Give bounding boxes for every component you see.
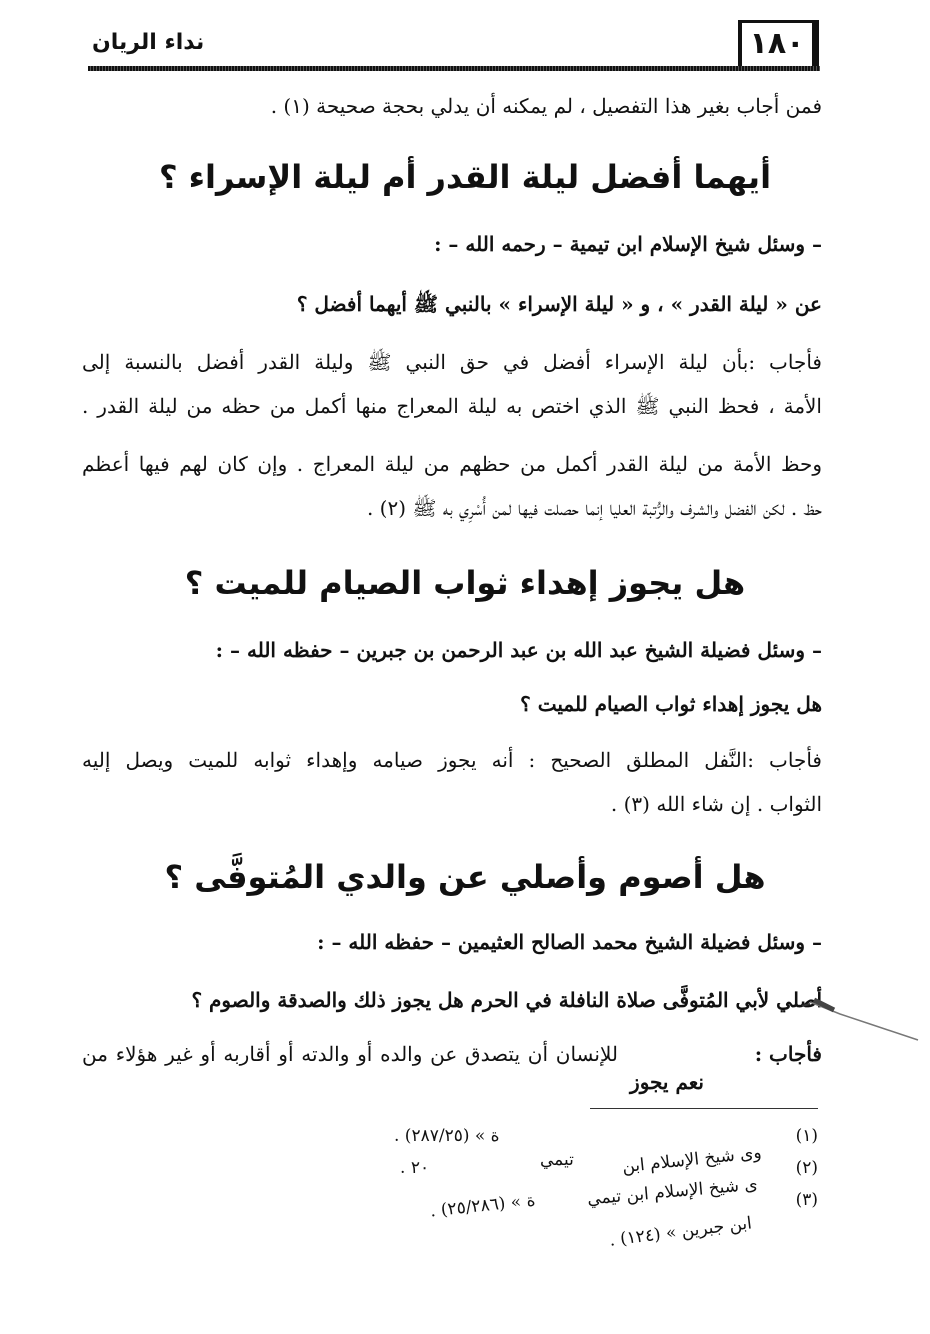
question-2-text: هل يجوز إهداء ثواب الصيام للميت ؟ xyxy=(520,692,822,716)
footnote-2-fragment: تيمي xyxy=(540,1150,574,1170)
running-title: نداء الريان xyxy=(92,30,205,55)
answer-1-line-2: الأمة ، فحظ النبي ﷺ الذي اختص به ليلة المعراج منها أكمل من حظه من ليلة القدر . xyxy=(82,394,822,418)
footnote-divider xyxy=(590,1108,818,1109)
footnote-1-text: وى شيخ الإسلام ابن xyxy=(621,1142,763,1178)
answer-2-line-1: فأجاب :النَّفل المطلق الصحيح : أنه يجوز صيامه وإهداء ثوابه للميت ويصل إليه xyxy=(82,748,822,772)
scan-smudge-mark xyxy=(800,990,920,1060)
question-3-text: أصلي لأبي المُتوفَّى صلاة النافلة في الحرم هل يجوز ذلك والصدقة والصوم ؟ xyxy=(191,988,822,1012)
section-heading-3: هل أصوم وأصلي عن والدي المُتوفَّى ؟ xyxy=(164,858,766,896)
section-heading-1: أيهما أفضل ليلة القدر أم ليلة الإسراء ؟ xyxy=(158,158,772,196)
footnote-2-reference: ٢٠ . xyxy=(400,1158,430,1178)
answer-3-underline-text: نعم يجوز xyxy=(630,1070,704,1094)
footnote-3-reference: ة » (٢٥/٢٨٦) . xyxy=(429,1190,537,1222)
footnote-number-2: (٢) xyxy=(795,1158,818,1178)
footnote-2-text: ى شيخ الإسلام ابن تيمي xyxy=(586,1174,759,1210)
question-2-asker: – وسئل فضيلة الشيخ عبد الله بن عبد الرحمن بن جبرين – حفظه الله – : xyxy=(215,638,822,662)
intro-line: فمن أجاب بغير هذا التفصيل ، لم يمكنه أن يدلي بحجة صحيحة (١) . xyxy=(270,94,822,118)
footnote-1-reference: ة » (٢٨٧/٢٥) . xyxy=(394,1126,500,1146)
footnote-number-3: (٣) xyxy=(795,1190,818,1210)
question-3-asker: – وسئل فضيلة الشيخ محمد الصالح العثيمين – حفظه الله – : xyxy=(317,930,822,954)
section-heading-2: هل يجوز إهداء ثواب الصيام للميت ؟ xyxy=(184,564,746,602)
answer-3-lead: فأجاب : xyxy=(754,1042,822,1066)
answer-1-line-3: وحظ الأمة من ليلة القدر أكمل من حظهم من ليلة المعراج . وإن كان لهم فيها أعظم xyxy=(82,452,822,476)
footnote-number-1: (١) xyxy=(795,1126,818,1146)
answer-2-line-2: الثواب . إن شاء الله (٣) . xyxy=(610,792,822,816)
header-divider xyxy=(88,66,820,71)
question-1-asker: – وسئل شيخ الإسلام ابن تيمية – رحمه الله – : xyxy=(434,232,822,256)
answer-1-line-1: فأجاب :بأن ليلة الإسراء أفضل في حق النبي ﷺ وليلة القدر أفضل بالنسبة إلى xyxy=(82,350,822,374)
answer-3-line-1: للإنسان أن يتصدق عن والده أو والدته أو أقاربه أو غير هؤلاء من xyxy=(82,1042,618,1066)
page-number: ١٨٠ xyxy=(738,20,815,70)
footnote-3-text: ابن جبرين » (١٢٤) . xyxy=(608,1213,753,1251)
question-1-text: عن « ليلة القدر » ، و « ليلة الإسراء » بالنبي ﷺ أيهما أفضل ؟ xyxy=(296,292,822,316)
answer-1-line-4: حظ . لكن الفضل والشرف والرُّتبة العليا إنما حصلت فيها لمن أُسْرِي به ﷺ (٢) . xyxy=(366,496,822,520)
